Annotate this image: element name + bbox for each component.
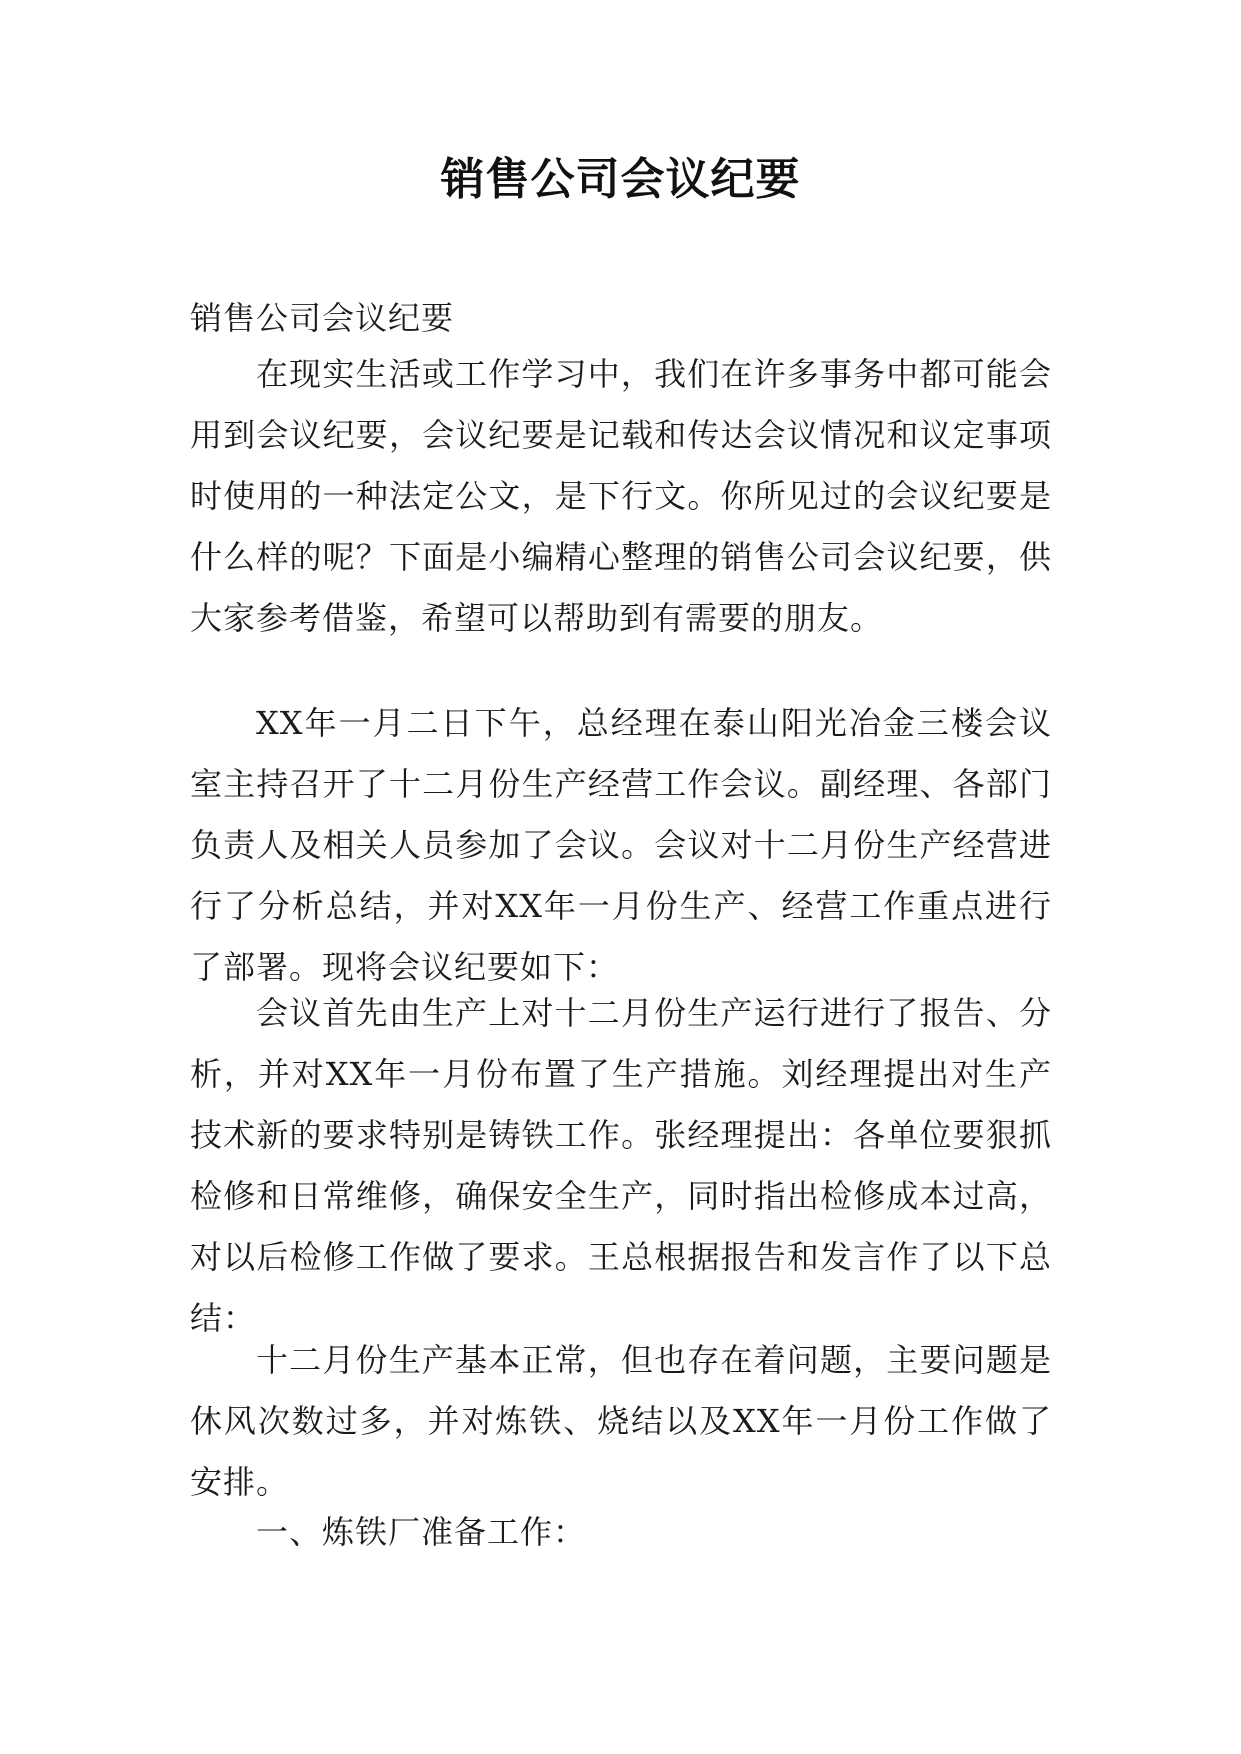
paragraph-meeting-report: 会议首先由生产上对十二月份生产运行进行了报告、分析，并对XX年一月份布置了生产措施。刘经理提出对生产技术新的要求特别是铸铁工作。张经理提出：各单位要狠抓检修和日常维修，确保安全生产，同时指出检修成本过高，对以后检修工作做了要求。王总根据报告和发言作了以下总结： (190, 994, 1052, 1337)
section-heading-ironworks: 一、炼铁厂准备工作： (256, 1513, 587, 1551)
document-subtitle: 销售公司会议纪要 (190, 299, 455, 337)
document-title: 销售公司会议纪要 (440, 154, 801, 205)
paragraph-intro: 在现实生活或工作学习中，我们在许多事务中都可能会用到会议纪要，会议纪要是记载和传达会议情况和议定事项时使用的一种法定公文，是下行文。你所见过的会议纪要是什么样的呢？下面是小编精心整理的销售公司会议纪要，供大家参考借鉴，希望可以帮助到有需要的朋友。 (190, 355, 1052, 637)
paragraph-summary: 十二月份生产基本正常，但也存在着问题，主要问题是休风次数过多，并对炼铁、烧结以及XX年一月份工作做了安排。 (190, 1341, 1052, 1501)
paragraph-meeting-overview: XX年一月二日下午，总经理在泰山阳光冶金三楼会议室主持召开了十二月份生产经营工作会议。副经理、各部门负责人及相关人员参加了会议。会议对十二月份生产经营进行了分析总结，并对XX年一月份生产、经营工作重点进行了部署。现将会议纪要如下： (190, 704, 1052, 986)
